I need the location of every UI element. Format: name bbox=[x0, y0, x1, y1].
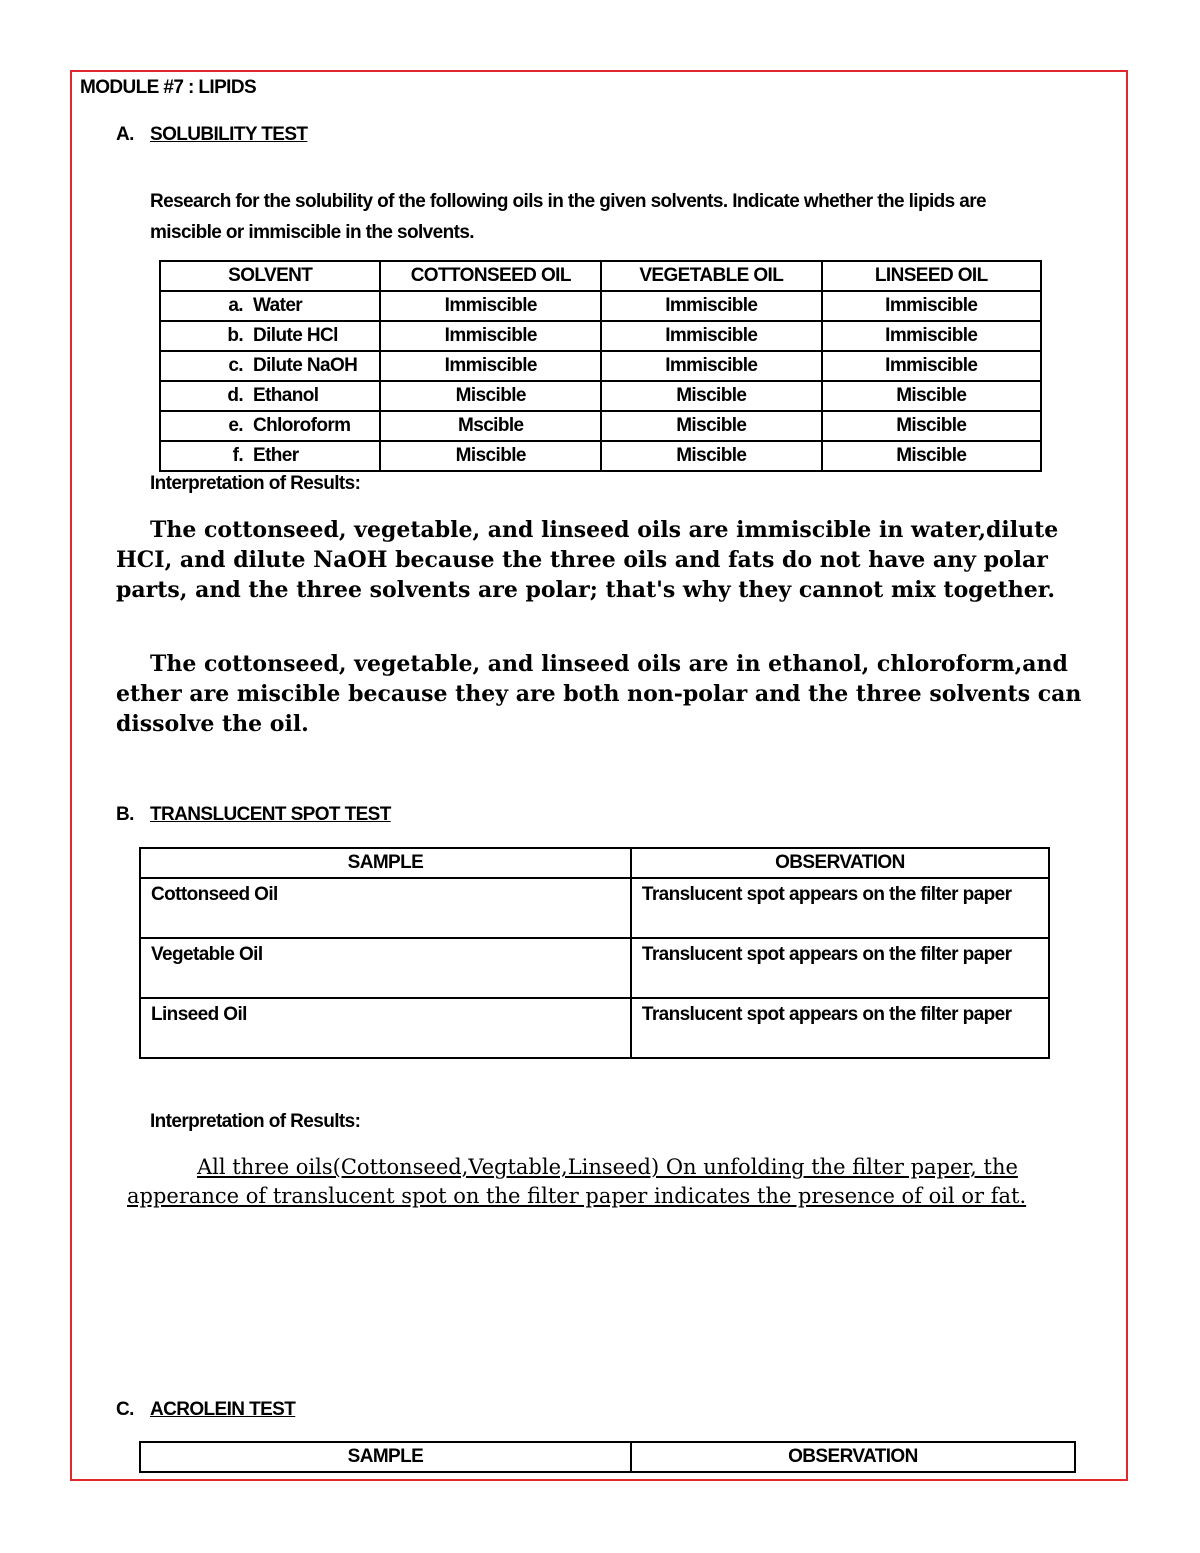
table-row bbox=[160, 441, 1041, 471]
translucent-spot-table bbox=[139, 847, 1050, 1059]
vegetable-cell: Immiscible bbox=[601, 321, 822, 351]
solvent-cell: d. Ethanol bbox=[160, 381, 380, 411]
cottonseed-cell: Immiscible bbox=[380, 321, 601, 351]
vegetable-cell: Miscible bbox=[601, 411, 822, 441]
table-row bbox=[160, 351, 1041, 381]
linseed-cell: Miscible bbox=[822, 441, 1041, 471]
cottonseed-cell: Immiscible bbox=[380, 351, 601, 381]
header-vegetable: VEGETABLE OIL bbox=[601, 261, 822, 291]
sample-cell: Cottonseed Oil bbox=[140, 878, 631, 938]
section-a-title: SOLUBILITY TEST bbox=[150, 124, 308, 145]
table-header-row bbox=[140, 1442, 1075, 1472]
header-sample: SAMPLE bbox=[140, 1442, 631, 1472]
cottonseed-cell: Miscible bbox=[380, 381, 601, 411]
table-row bbox=[160, 321, 1041, 351]
solvent-cell: a. Water bbox=[160, 291, 380, 321]
solvent-cell: f. Ether bbox=[160, 441, 380, 471]
observation-cell: Translucent spot appears on the filter paper bbox=[631, 998, 1049, 1058]
section-b-letter: B. bbox=[116, 804, 134, 825]
solvent-cell: c. Dilute NaOH bbox=[160, 351, 380, 381]
section-a-paragraph-2: The cottonseed, vegetable, and linseed oils are in ethanol, chloroform,and ether are miscible because they are both non-polar and the three solvents can dissolve the oil. bbox=[116, 651, 1082, 737]
observation-cell: Translucent spot appears on the filter paper bbox=[631, 878, 1049, 938]
section-a-interpretation-label: Interpretation of Results: bbox=[150, 473, 361, 494]
header-cottonseed: COTTONSEED OIL bbox=[380, 261, 601, 291]
section-c-title: ACROLEIN TEST bbox=[150, 1399, 296, 1420]
header-sample: SAMPLE bbox=[140, 848, 631, 878]
section-a-paragraph-1: The cottonseed, vegetable, and linseed oils are immiscible in water,dilute HCI, and dilute NaOH because the three oils and fats do not have any polar parts, and the three solvents are polar; that's why they cannot mix together. bbox=[116, 517, 1059, 603]
sample-cell: Linseed Oil bbox=[140, 998, 631, 1058]
sample-cell: Vegetable Oil bbox=[140, 938, 631, 998]
linseed-cell: Immiscible bbox=[822, 291, 1041, 321]
section-c-letter: C. bbox=[116, 1399, 134, 1420]
solvent-cell: b. Dilute HCl bbox=[160, 321, 380, 351]
cottonseed-cell: Miscible bbox=[380, 441, 601, 471]
solvent-cell: e. Chloroform bbox=[160, 411, 380, 441]
table-row bbox=[160, 381, 1041, 411]
vegetable-cell: Immiscible bbox=[601, 291, 822, 321]
table-row bbox=[140, 938, 1049, 998]
linseed-cell: Miscible bbox=[822, 411, 1041, 441]
acrolein-table bbox=[139, 1441, 1076, 1473]
table-row bbox=[160, 291, 1041, 321]
vegetable-cell: Miscible bbox=[601, 441, 822, 471]
instructions-line-2: miscible or immiscible in the solvents. bbox=[150, 222, 474, 243]
linseed-cell: Immiscible bbox=[822, 321, 1041, 351]
header-observation: OBSERVATION bbox=[631, 848, 1049, 878]
section-a-letter: A. bbox=[116, 124, 134, 145]
module-title: MODULE #7 : LIPIDS bbox=[80, 77, 257, 98]
table-row bbox=[140, 878, 1049, 938]
cottonseed-cell: Immiscible bbox=[380, 291, 601, 321]
vegetable-cell: Immiscible bbox=[601, 351, 822, 381]
section-b-paragraph: All three oils(Cottonseed,Vegtable,Linseed) On unfolding the filter paper, the apperance of translucent spot on the filter paper indicates the presence of oil or fat. bbox=[127, 1155, 1027, 1208]
solubility-table bbox=[159, 260, 1042, 472]
linseed-cell: Immiscible bbox=[822, 351, 1041, 381]
instructions-line-1: Research for the solubility of the following oils in the given solvents. Indicate whether the lipids are bbox=[150, 191, 987, 212]
header-solvent: SOLVENT bbox=[160, 261, 380, 291]
table-row bbox=[140, 998, 1049, 1058]
section-b-title: TRANSLUCENT SPOT TEST bbox=[150, 804, 391, 825]
linseed-cell: Miscible bbox=[822, 381, 1041, 411]
section-a-instructions bbox=[150, 186, 1130, 248]
table-header-row bbox=[160, 261, 1041, 291]
vegetable-cell: Miscible bbox=[601, 381, 822, 411]
section-b-interpretation-label: Interpretation of Results: bbox=[150, 1111, 361, 1132]
table-header-row bbox=[140, 848, 1049, 878]
cottonseed-cell: Mscible bbox=[380, 411, 601, 441]
header-linseed: LINSEED OIL bbox=[822, 261, 1041, 291]
header-observation: OBSERVATION bbox=[631, 1442, 1075, 1472]
table-row bbox=[160, 411, 1041, 441]
observation-cell: Translucent spot appears on the filter paper bbox=[631, 938, 1049, 998]
